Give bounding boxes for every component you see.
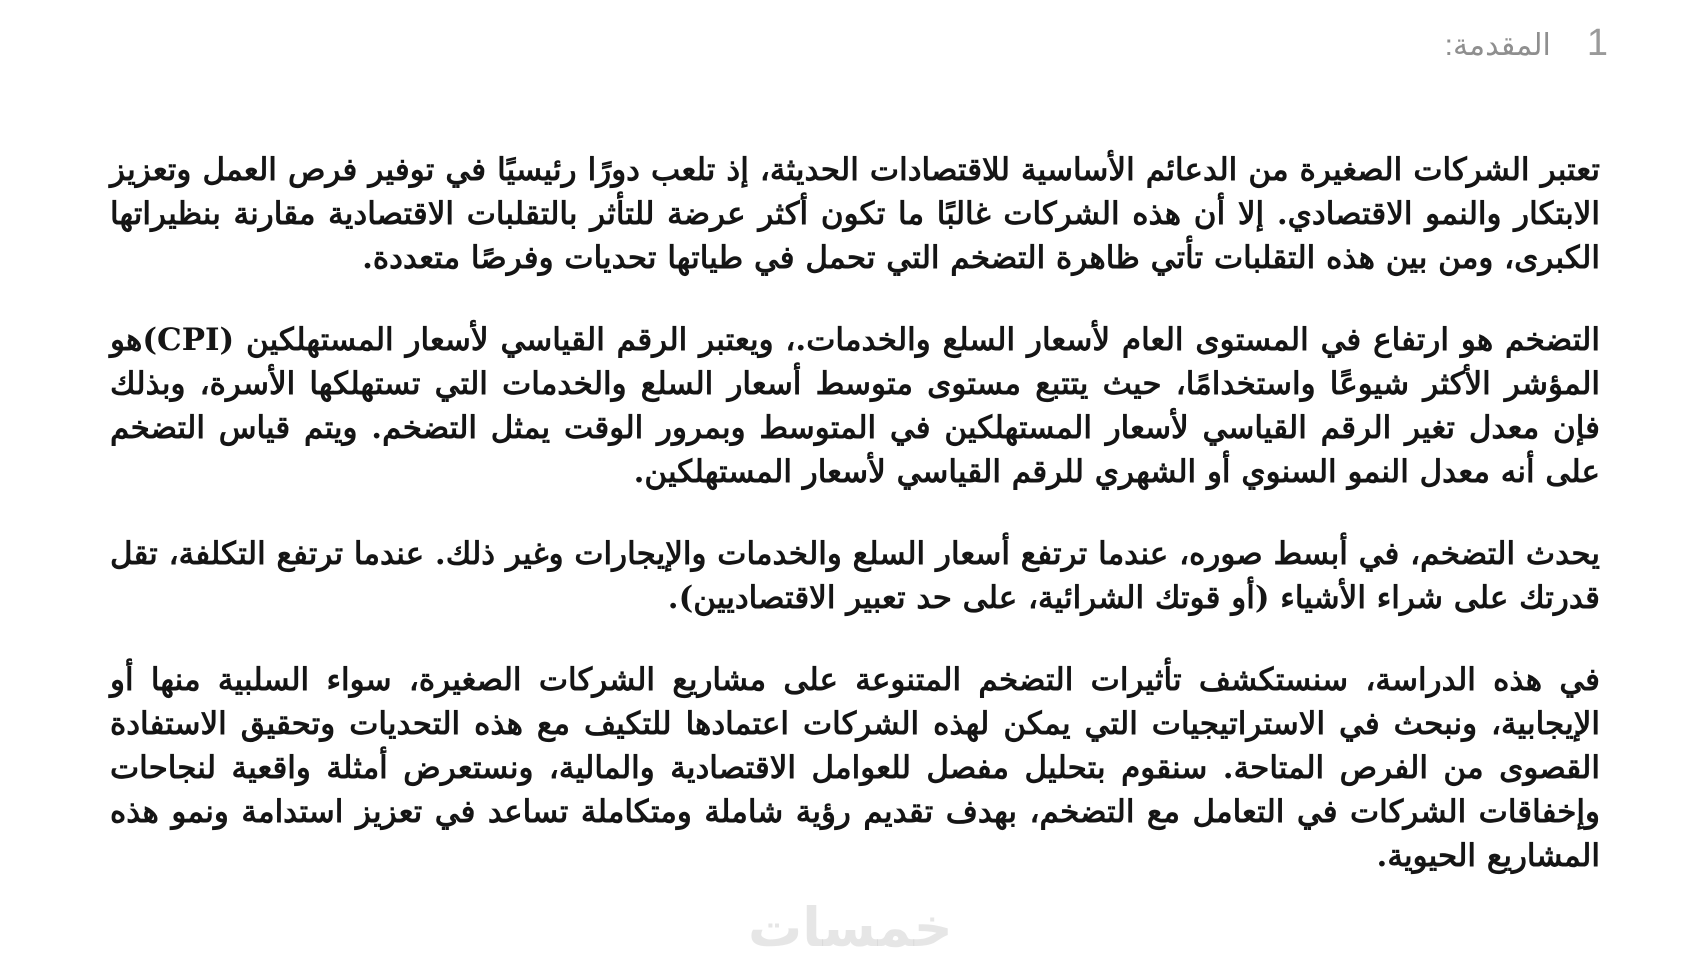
paragraph-inflation-simple: يحدث التضخم، في أبسط صوره، عندما ترتفع أسعار السلع والخدمات والإيجارات وغير ذلك. عندما ترتفع التكلفة، تقل قدرتك على شراء الأشياء (أو قوتك الشرائية، على حد تعبير الاقتصاديين). xyxy=(110,536,1600,616)
paragraph-study-scope: في هذه الدراسة، سنستكشف تأثيرات التضخم المتنوعة على مشاريع الشركات الصغيرة، سواء السلبية منها أو الإيجابية، ونبحث في الاستراتيجيات التي يمكن لهذه الشركات اعتمادها للتكيف مع هذه التحديات وتحقيق الاستفادة القصوى من الفرص المتاحة. سنقوم بتحليل مفصل للعوامل الاقتصادية والمالية، ونستعرض أمثلة واقعية لنجاحات وإخفاقات الشركات في التعامل مع التضخم، بهدف تقديم رؤية شاملة ومتكاملة تساعد في تعزيز استدامة ونمو هذه المشاريع الحيوية. xyxy=(110,662,1600,874)
paragraph-intro: تعتبر الشركات الصغيرة من الدعائم الأساسية للاقتصادات الحديثة، إذ تلعب دورًا رئيسيًا في توفير فرص العمل وتعزيز الابتكار والنمو الاقتصادي. إلا أن هذه الشركات غالبًا ما تكون أكثر عرضة للتأثر بالتقلبات الاقتصادية مقارنة بنظيراتها الكبرى، ومن بين هذه التقلبات تأتي ظاهرة التضخم التي تحمل في طياتها تحديات وفرصًا متعددة. xyxy=(110,152,1600,276)
section-heading xyxy=(1445,22,1608,65)
heading-number: 1 xyxy=(1586,22,1608,64)
paragraph-inflation-definition: التضخم هو ارتفاع في المستوى العام لأسعار السلع والخدمات.، ويعتبر الرقم القياسي لأسعار المستهلكين (CPI)هو المؤشر الأكثر شيوعًا واستخدامًا، حيث يتتبع مستوى متوسط أسعار السلع والخدمات التي تستهلكها الأسرة، وبذلك فإن معدل تغير الرقم القياسي لأسعار المستهلكين في المتوسط وبمرور الوقت يمثل التضخم. ويتم قياس التضخم على أنه معدل النمو السنوي أو الشهري للرقم القياسي لأسعار المستهلكين. xyxy=(110,322,1600,490)
document-body xyxy=(110,148,1600,878)
watermark: خمسات xyxy=(748,896,953,959)
heading-title: المقدمة: xyxy=(1444,29,1551,62)
